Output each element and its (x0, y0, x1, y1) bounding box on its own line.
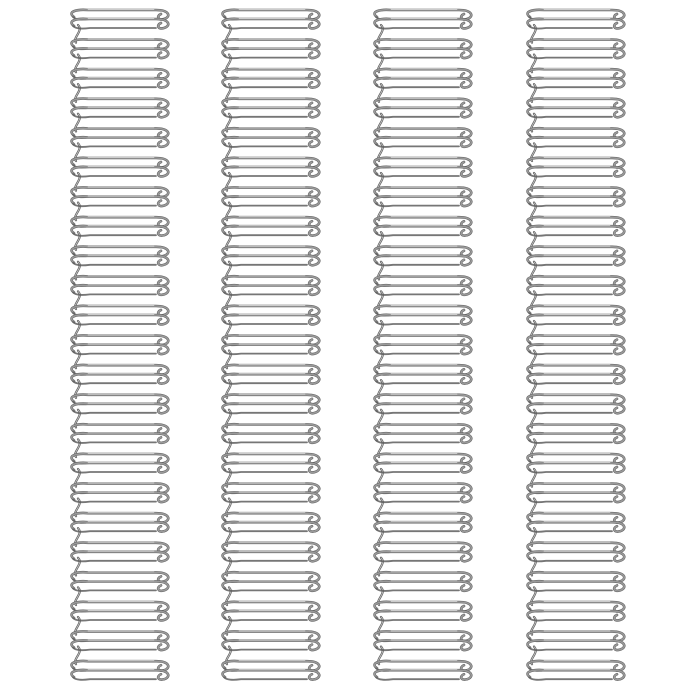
binding-comb-4 (528, 9, 625, 679)
binding-comb-3 (375, 9, 472, 679)
binding-comb-2 (223, 9, 320, 679)
binding-comb-1 (72, 9, 169, 679)
